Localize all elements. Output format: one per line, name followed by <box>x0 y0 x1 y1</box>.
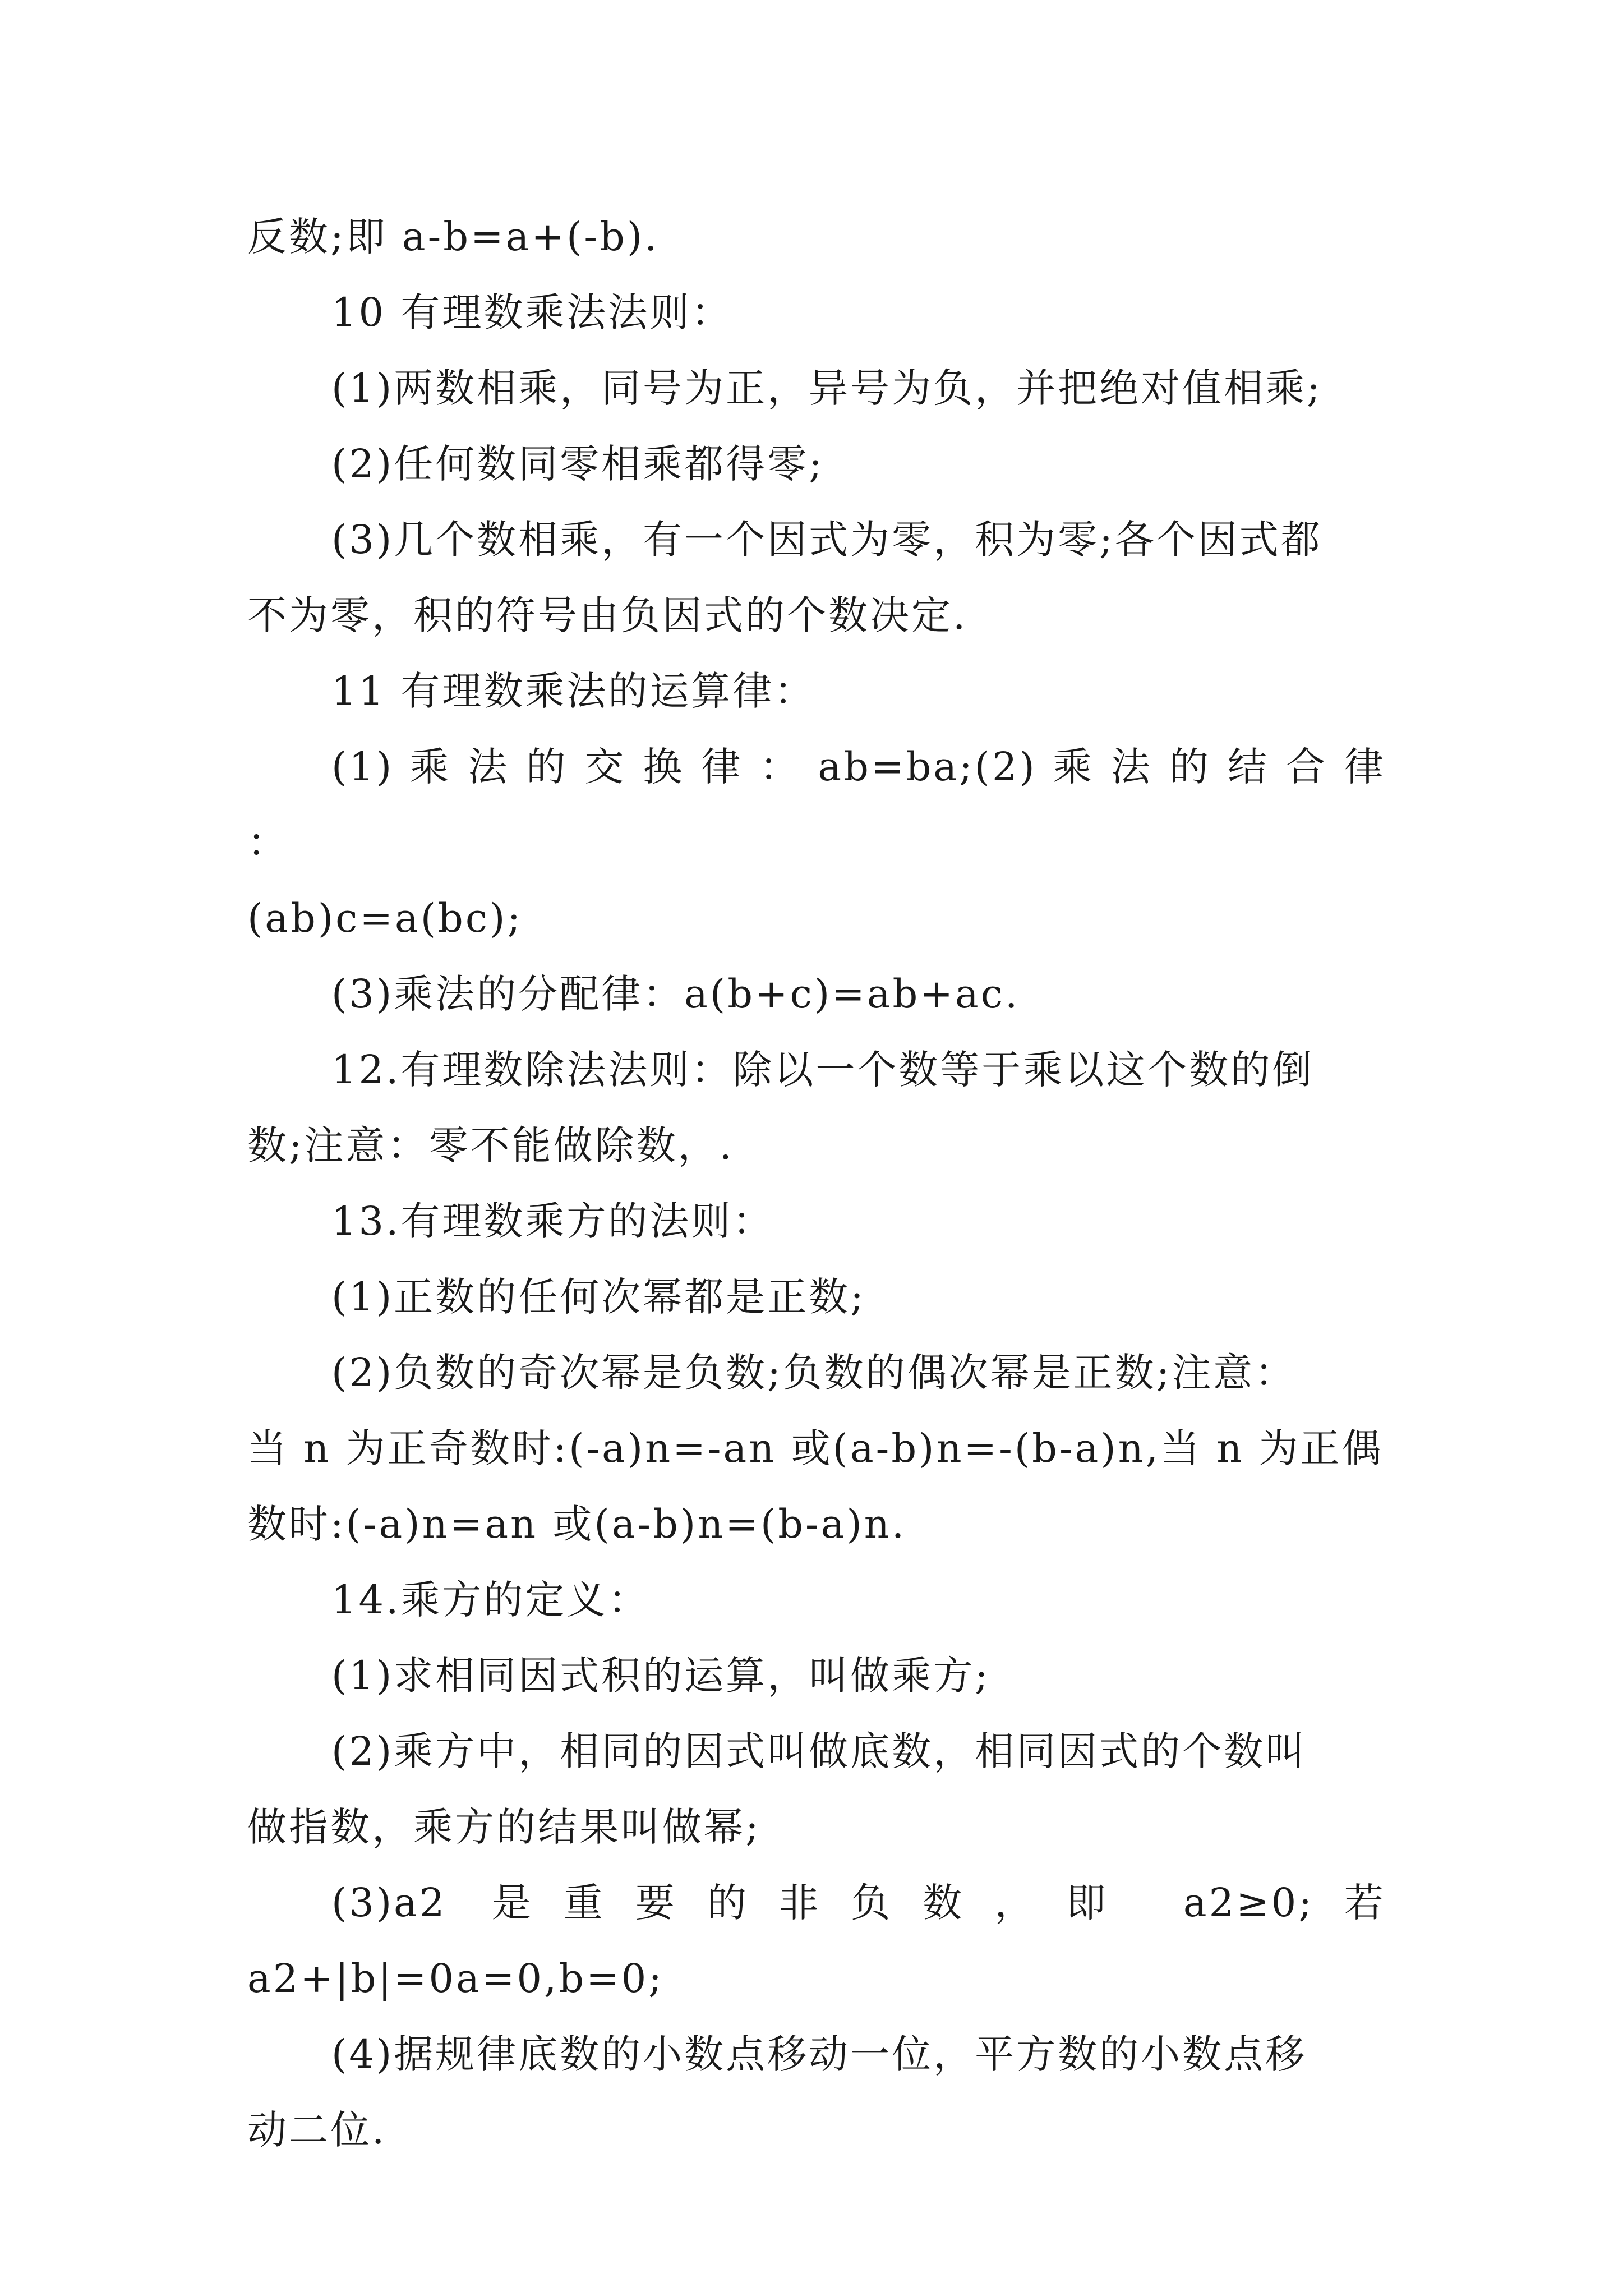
text-line: (3)a2 是重要的非负数，即 a2≥0;若 a2+|b|=0a=0,b=0; <box>247 1880 1386 2001</box>
text-line: 做指数，乘方的结果叫做幂; <box>247 1804 761 1850</box>
section-heading: 13.有理数乘方的法则： <box>331 1198 774 1244</box>
text-line: 数;注意：零不能做除数，. <box>247 1122 734 1168</box>
section-heading: 10 有理数乘法法则： <box>331 289 733 335</box>
text-line: 动二位. <box>247 2107 387 2153</box>
text-line: (1)求相同因式积的运算，叫做乘方; <box>331 1653 990 1699</box>
text-line: (ab)c=a(bc); <box>247 895 523 941</box>
text-line: 当 n 为正奇数时:(-a)n=-an 或(a-b)n=-(b-a)n,当 n 为正偶 <box>247 1425 1384 1471</box>
text-line: (2)负数的奇次幂是负数;负数的偶次幂是正数;注意： <box>331 1350 1297 1396</box>
text-line: 数时:(-a)n=an 或(a-b)n=(b-a)n. <box>247 1501 907 1547</box>
text-line: (3)乘法的分配律：a(b+c)=ab+ac. <box>331 971 1020 1017</box>
text-line: 反数;即 a-b=a+(-b). <box>247 214 660 260</box>
section-heading: 14.乘方的定义： <box>331 1577 650 1623</box>
text-line: 不为零，积的符号由负因式的个数决定. <box>247 592 968 638</box>
section-heading: 12.有理数除法法则：除以一个数等于乘以这个数的倒 <box>331 1047 1314 1093</box>
text-line: (2)任何数同零相乘都得零; <box>331 441 824 487</box>
text-line: (3)几个数相乘，有一个因式为零，积为零;各个因式都 <box>331 517 1322 563</box>
text-line: (1) 乘 法 的 交 换 律 ： ab=ba;(2) 乘 法 的 结 合 律 ： <box>247 744 1386 866</box>
section-heading: 11 有理数乘法的运算律： <box>331 668 816 714</box>
text-line: (1)正数的任何次幂都是正数; <box>331 1274 866 1320</box>
document-body <box>247 199 1386 2168</box>
text-line: (4)据规律底数的小数点移动一位，平方数的小数点移 <box>331 2031 1307 2077</box>
text-line: (2)乘方中，相同的因式叫做底数，相同因式的个数叫 <box>331 1728 1307 1774</box>
text-line: (1)两数相乘，同号为正，异号为负，并把绝对值相乘; <box>331 365 1322 411</box>
